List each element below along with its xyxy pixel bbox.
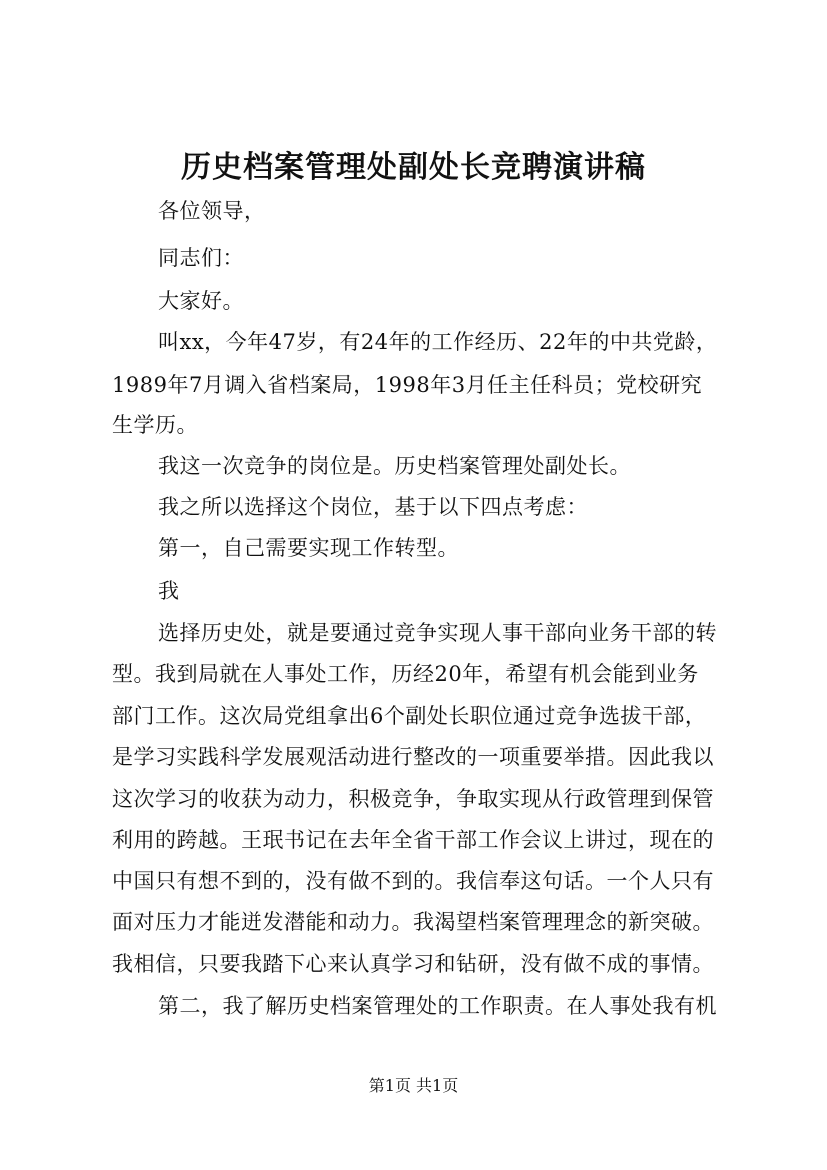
paragraph-line: 我相信，只要我踏下心来认真学习和钻研，没有做不成的事情。 [112,952,714,976]
salutation-leaders: 各位领导， [158,199,266,223]
paragraph-line: 是学习实践科学发展观活动进行整改的一项重要举措。因此我以 [112,745,714,769]
greeting: 大家好。 [158,289,244,313]
paragraph-line: 第二，我了解历史档案管理处的工作职责。在人事处我有机 [158,994,717,1018]
paragraph-line: 中国只有想不到的，没有做不到的。我信奉这句话。一个人只有 [112,869,714,893]
salutation-comrades: 同志们： [158,246,244,270]
paragraph-line: 部门工作。这次局党组拿出6个副处长职位通过竞争选拔干部， [112,704,707,728]
paragraph-line: 1989年7月调入省档案局，1998年3月任主任科员；党校研究 [112,373,703,397]
paragraph-line: 型。我到局就在人事处工作，历经20年，希望有机会能到业务 [112,662,699,686]
paragraph-line: 生学历。 [112,413,198,437]
page-number-footer: 第1页 共1页 [368,1076,459,1095]
paragraph-line: 第一，自己需要实现工作转型。 [158,536,459,560]
paragraph-line: 面对压力才能迸发潜能和动力。我渴望档案管理理念的新突破。 [112,910,714,934]
paragraph-line: 叫xx，今年47岁，有24年的工作经历、22年的中共党龄， [158,330,718,354]
paragraph-line: 利用的跨越。王珉书记在去年全省干部工作会议上讲过，现在的 [112,828,714,852]
paragraph-line: 我 [158,579,180,603]
paragraph-line: 我这一次竞争的岗位是。历史档案管理处副处长。 [158,454,631,478]
page-title: 历史档案管理处副处长竞聘演讲稿 [181,150,646,185]
paragraph-line: 这次学习的收获为动力，积极竞争，争取实现从行政管理到保管 [112,787,714,811]
paragraph-line: 选择历史处，就是要通过竞争实现人事干部向业务干部的转 [158,621,717,645]
paragraph-line: 我之所以选择这个岗位，基于以下四点考虑： [158,495,588,519]
